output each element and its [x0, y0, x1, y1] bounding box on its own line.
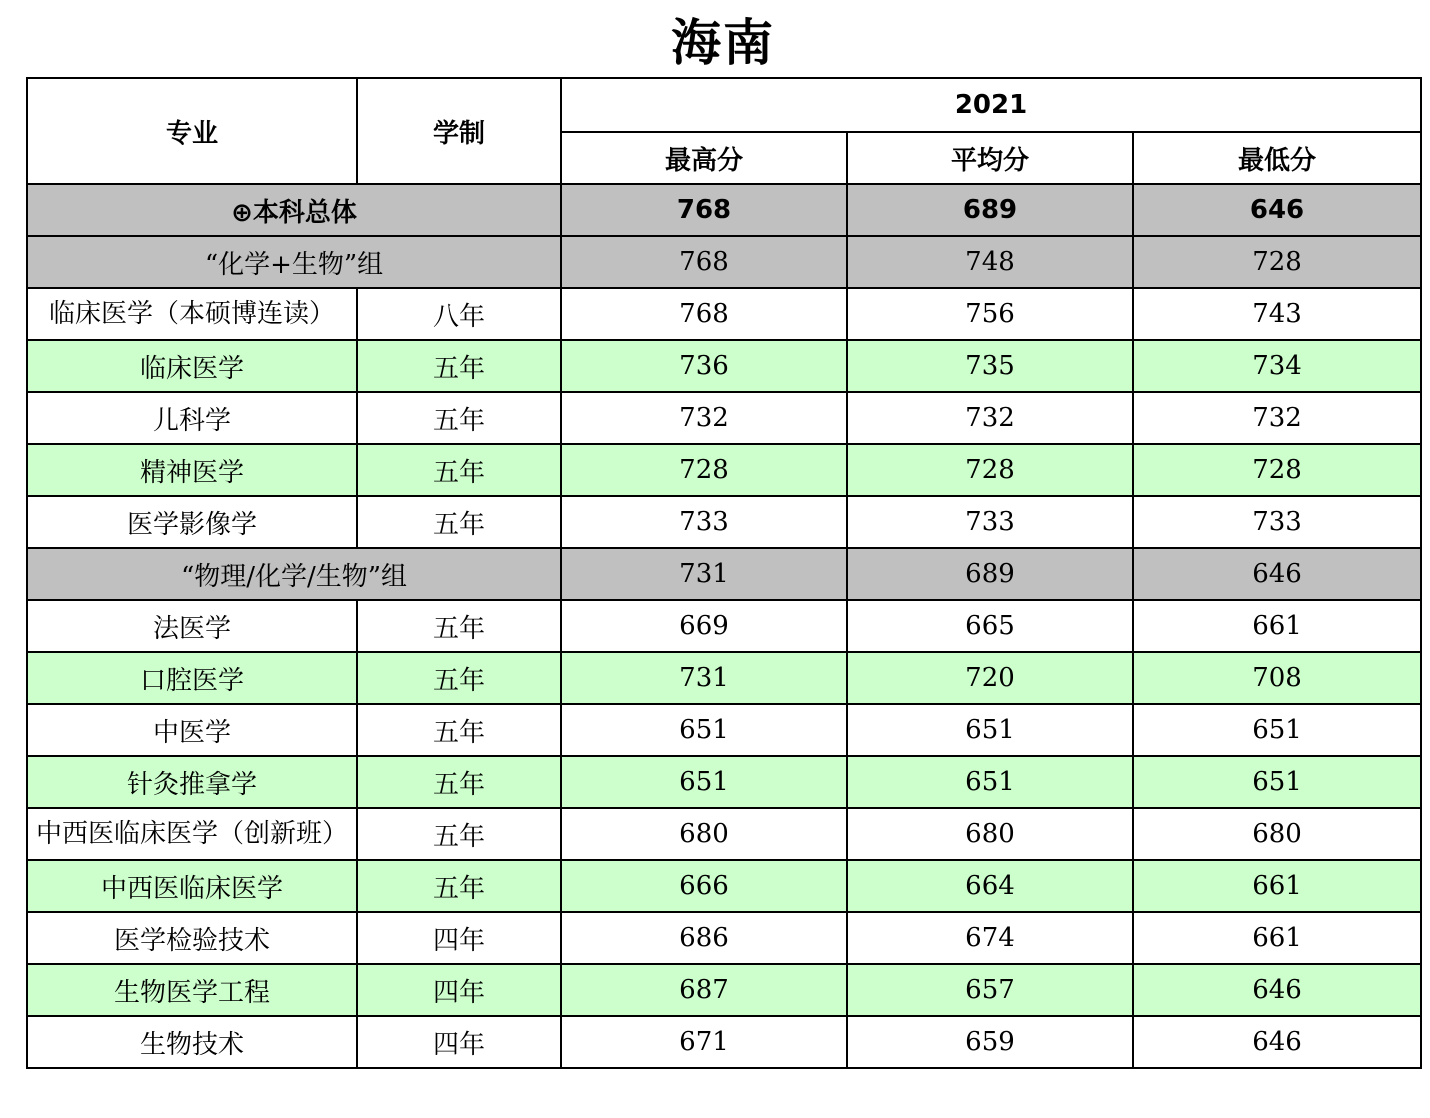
row-min-score: 661: [1133, 912, 1421, 964]
row-name: 口腔医学: [27, 652, 357, 704]
row-name: 中医学: [27, 704, 357, 756]
table-row: [27, 392, 1421, 444]
row-min-score: 661: [1133, 600, 1421, 652]
header-duration: 学制: [357, 78, 561, 184]
table-row: [27, 704, 1421, 756]
row-max-score: 768: [561, 236, 847, 288]
row-name: 中西医临床医学（创新班）: [27, 808, 357, 860]
row-name: “化学+生物”组: [27, 236, 561, 288]
row-min-score: 708: [1133, 652, 1421, 704]
row-name: 法医学: [27, 600, 357, 652]
row-duration: 四年: [357, 1016, 561, 1068]
row-avg-score: 735: [847, 340, 1133, 392]
row-max-score: 680: [561, 808, 847, 860]
row-avg-score: 659: [847, 1016, 1133, 1068]
row-duration: 五年: [357, 340, 561, 392]
row-duration: 四年: [357, 964, 561, 1016]
table-row: [27, 912, 1421, 964]
header-year: 2021: [561, 78, 1421, 132]
row-duration: 八年: [357, 288, 561, 340]
row-max-score: 669: [561, 600, 847, 652]
header-major: 专业: [27, 78, 357, 184]
row-min-score: 743: [1133, 288, 1421, 340]
table-row: [27, 340, 1421, 392]
row-avg-score: 651: [847, 756, 1133, 808]
row-max-score: 733: [561, 496, 847, 548]
row-name: 生物技术: [27, 1016, 357, 1068]
row-min-score: 734: [1133, 340, 1421, 392]
row-min-score: 728: [1133, 236, 1421, 288]
row-max-score: 731: [561, 652, 847, 704]
row-max-score: 651: [561, 704, 847, 756]
table-row: [27, 808, 1421, 860]
row-name: 精神医学: [27, 444, 357, 496]
row-avg-score: 651: [847, 704, 1133, 756]
header-max: 最高分: [561, 132, 847, 184]
row-avg-score: 665: [847, 600, 1133, 652]
row-duration: 五年: [357, 444, 561, 496]
row-max-score: 768: [561, 288, 847, 340]
table-row: [27, 652, 1421, 704]
row-min-score: 646: [1133, 548, 1421, 600]
row-avg-score: 680: [847, 808, 1133, 860]
row-min-score: 733: [1133, 496, 1421, 548]
row-name: 临床医学: [27, 340, 357, 392]
row-duration: 五年: [357, 392, 561, 444]
row-name: 儿科学: [27, 392, 357, 444]
score-table: [26, 77, 1422, 1069]
row-duration: 五年: [357, 704, 561, 756]
row-min-score: 728: [1133, 444, 1421, 496]
row-duration: 五年: [357, 808, 561, 860]
row-duration: 四年: [357, 912, 561, 964]
table-row: [27, 496, 1421, 548]
row-max-score: 731: [561, 548, 847, 600]
header-min: 最低分: [1133, 132, 1421, 184]
row-duration: 五年: [357, 652, 561, 704]
table-header: [27, 78, 1421, 184]
row-min-score: 732: [1133, 392, 1421, 444]
row-min-score: 646: [1133, 964, 1421, 1016]
row-avg-score: 756: [847, 288, 1133, 340]
row-avg-score: 689: [847, 184, 1133, 236]
row-name: 中西医临床医学: [27, 860, 357, 912]
row-name: 针灸推拿学: [27, 756, 357, 808]
table-row: [27, 860, 1421, 912]
row-avg-score: 664: [847, 860, 1133, 912]
row-avg-score: 732: [847, 392, 1133, 444]
row-max-score: 728: [561, 444, 847, 496]
row-name: 生物医学工程: [27, 964, 357, 1016]
table-body: [27, 184, 1421, 1068]
row-max-score: 732: [561, 392, 847, 444]
table-row: [27, 288, 1421, 340]
row-duration: 五年: [357, 496, 561, 548]
row-name: ⊕本科总体: [27, 184, 561, 236]
row-min-score: 651: [1133, 756, 1421, 808]
row-max-score: 686: [561, 912, 847, 964]
table-row: [27, 964, 1421, 1016]
row-min-score: 651: [1133, 704, 1421, 756]
row-name: 临床医学（本硕博连读）: [27, 288, 357, 340]
row-avg-score: 689: [847, 548, 1133, 600]
row-min-score: 646: [1133, 1016, 1421, 1068]
row-name: 医学影像学: [27, 496, 357, 548]
row-duration: 五年: [357, 860, 561, 912]
row-avg-score: 748: [847, 236, 1133, 288]
row-duration: 五年: [357, 600, 561, 652]
table-row: [27, 1016, 1421, 1068]
row-avg-score: 728: [847, 444, 1133, 496]
row-max-score: 687: [561, 964, 847, 1016]
page-title: 海南: [671, 14, 775, 72]
row-max-score: 651: [561, 756, 847, 808]
row-max-score: 666: [561, 860, 847, 912]
row-min-score: 661: [1133, 860, 1421, 912]
table-row: [27, 444, 1421, 496]
row-avg-score: 720: [847, 652, 1133, 704]
table-row: [27, 548, 1421, 600]
row-avg-score: 733: [847, 496, 1133, 548]
row-max-score: 671: [561, 1016, 847, 1068]
row-max-score: 768: [561, 184, 847, 236]
table-row: [27, 756, 1421, 808]
table-row: [27, 600, 1421, 652]
row-name: 医学检验技术: [27, 912, 357, 964]
row-duration: 五年: [357, 756, 561, 808]
table-row: [27, 236, 1421, 288]
header-avg: 平均分: [847, 132, 1133, 184]
row-min-score: 680: [1133, 808, 1421, 860]
row-avg-score: 674: [847, 912, 1133, 964]
row-max-score: 736: [561, 340, 847, 392]
table-row: [27, 184, 1421, 236]
row-min-score: 646: [1133, 184, 1421, 236]
row-name: “物理/化学/生物”组: [27, 548, 561, 600]
row-avg-score: 657: [847, 964, 1133, 1016]
